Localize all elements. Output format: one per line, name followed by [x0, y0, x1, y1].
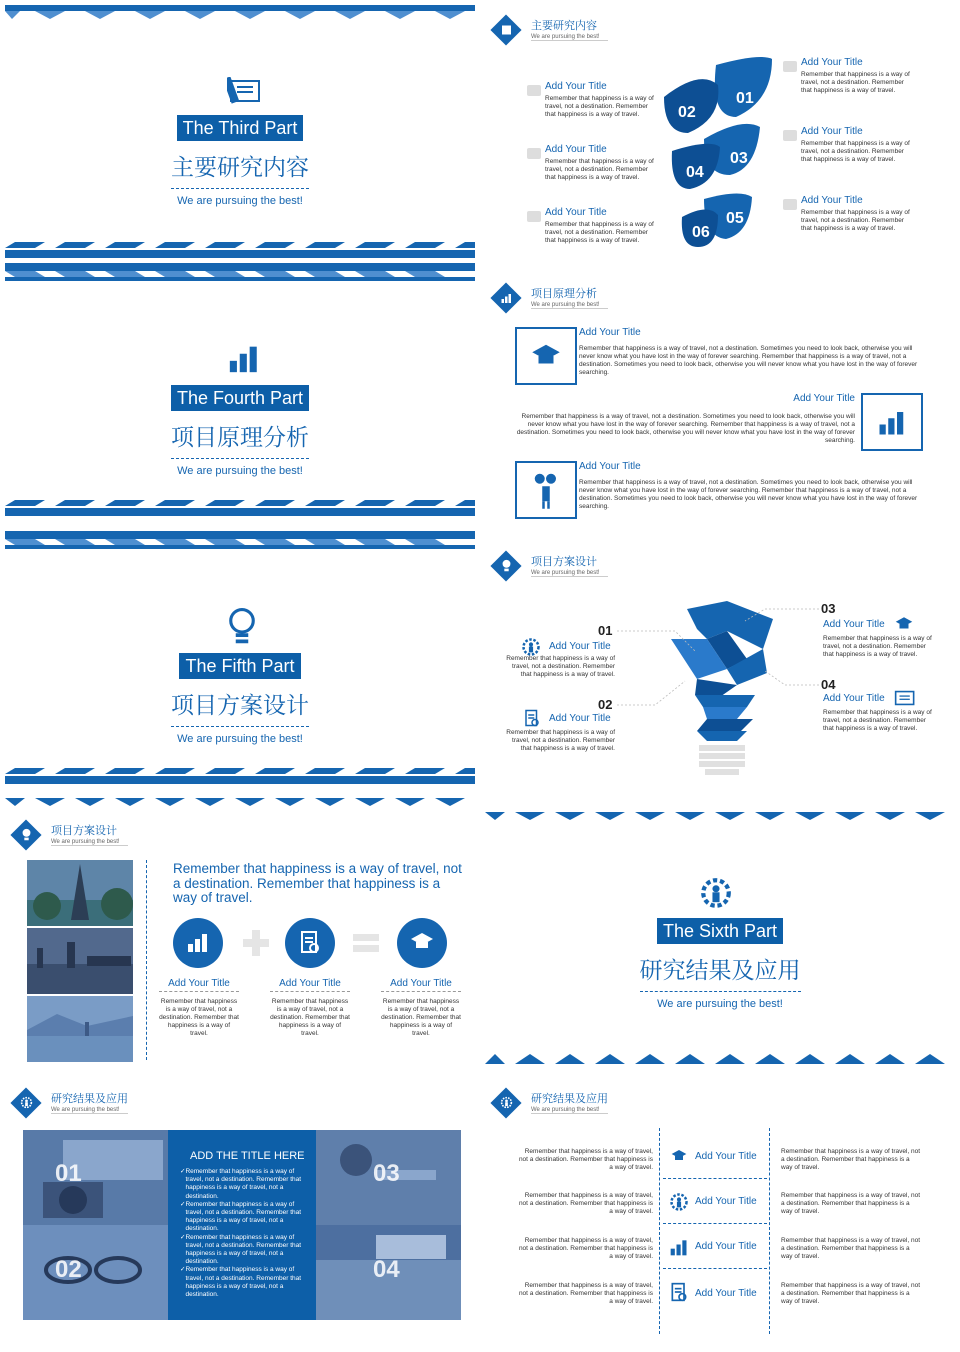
icon-box — [515, 327, 577, 385]
bullet-text: Remember that happiness is a way of travel, not a destination. Remember that happiness is a way of travel, not a destination. — [185, 1168, 302, 1200]
lightbulb-icon — [21, 828, 32, 842]
feature-circle — [285, 918, 335, 968]
slide-principle-analysis — [485, 273, 955, 528]
eiffel-tower-photo — [27, 860, 133, 926]
top-ribbon-decoration — [5, 5, 475, 25]
slide-sixth-part — [485, 812, 955, 1067]
bullet-text: Remember that happiness is a way of travel, not a destination. Remember that happiness is a way of travel, not a destination. — [185, 1266, 302, 1299]
feature-circle — [173, 918, 223, 968]
lightbulb-icon — [501, 559, 512, 573]
item-title: Add Your Title — [801, 126, 863, 137]
document-search-icon — [298, 930, 322, 954]
header-cn-title: 主要研究内容 — [531, 20, 597, 32]
leaf-label: 03 — [730, 150, 748, 167]
item-title: Add Your Title — [823, 693, 885, 704]
certificate-icon — [227, 77, 261, 105]
row-right-text: Remember that happiness is a way of travel, not a destination. Remember that happiness is a way of travel. — [781, 1237, 921, 1260]
part-subtitle: We are pursuing the best! — [177, 465, 303, 477]
item-title: Add Your Title — [801, 195, 863, 206]
slide-header — [15, 820, 215, 854]
leaf-label: 01 — [736, 90, 754, 107]
document-search-icon — [523, 709, 541, 727]
bullet-icon — [527, 148, 541, 159]
document-icon — [500, 24, 513, 36]
check-icon: ✓ — [180, 1233, 186, 1241]
item-title: Add Your Title — [579, 461, 641, 472]
item-text: Remember that happiness is a way of travel, not a destination. Remember that happiness is a way of travel. — [270, 998, 350, 1037]
row-left-text: Remember that happiness is a way of travel, not a destination. Remember that happiness is a way of travel. — [518, 1282, 653, 1305]
right-column — [783, 57, 923, 260]
slide-header — [495, 15, 695, 49]
bullet-icon — [783, 61, 797, 72]
bar-chart-icon — [500, 292, 513, 304]
item-text: Remember that happiness is a way of travel, not a destination. Remember that happiness is a way of travel. — [801, 140, 910, 163]
top-ribbon-decoration — [5, 263, 475, 283]
headphones-desk-photo — [316, 1130, 461, 1320]
vertical-divider — [146, 860, 147, 1060]
title-underline — [270, 991, 350, 992]
item-title: Add Your Title — [279, 978, 341, 989]
item-title: Add Your Title — [549, 713, 611, 724]
part-en-title: The Sixth Part — [657, 918, 783, 944]
header-cn-title: 研究结果及应用 — [51, 1093, 128, 1105]
row-left-text: Remember that happiness is a way of travel, not a destination. Remember that happiness is a way of travel. — [518, 1148, 653, 1171]
part-en-title: The Fifth Part — [179, 653, 300, 679]
row-title: Add Your Title — [695, 1241, 757, 1252]
connector-lines — [615, 601, 825, 721]
bottom-ribbon-decoration — [5, 498, 475, 518]
header-cn-title: 项目方案设计 — [531, 556, 597, 568]
photo-number: 01 — [55, 1160, 82, 1187]
graduation-cap-icon — [531, 341, 561, 371]
leaf-label: 02 — [678, 104, 696, 121]
item-number: 02 — [598, 697, 613, 712]
binoculars-person-icon — [531, 471, 561, 509]
part-cn-title: 项目原理分析 — [171, 419, 309, 459]
camera-laptop-photo — [23, 1130, 168, 1320]
photo-number: 02 — [55, 1256, 82, 1283]
item-title: Add Your Title — [823, 619, 885, 630]
gear-person-icon — [521, 637, 541, 657]
header-en-subtitle: We are pursuing the best! — [531, 34, 608, 41]
list-item — [783, 126, 923, 195]
icon-box — [861, 393, 923, 451]
item-text: Remember that happiness is a way of travel, not a destination. Remember that happiness is a way of travel. — [506, 729, 615, 752]
left-column — [527, 81, 657, 260]
part-en-title: The Fourth Part — [171, 385, 309, 411]
top-ribbon-decoration — [485, 812, 955, 822]
header-en-subtitle: We are pursuing the best! — [531, 302, 608, 309]
list-item — [180, 1234, 306, 1267]
row-right-text: Remember that happiness is a way of travel, not a destination. Remember that happiness is a way of travel. — [781, 1282, 921, 1305]
bullet-icon — [527, 85, 541, 96]
icon-box — [515, 461, 577, 519]
part-subtitle: We are pursuing the best! — [177, 733, 303, 745]
bullet-list — [180, 1168, 306, 1299]
list-item — [180, 1168, 306, 1201]
row-divider — [663, 1223, 767, 1224]
slide-fifth-part — [5, 531, 475, 786]
item-text: Remember that happiness is a way of travel, not a destination. Sometimes you need to look back, otherwise you will never know what you have lost in the way of forever searching. Remember that happiness is a way of travel, not a destination. Sometimes you need to look back, otherwise you will never know what you have lost in the way of forever searching. — [516, 413, 855, 444]
part-cn-title: 项目方案设计 — [171, 687, 309, 727]
gear-person-icon — [699, 876, 733, 910]
item-title: Add Your Title — [390, 978, 452, 989]
graduation-cap-icon — [669, 1148, 689, 1164]
slide-header — [495, 1088, 695, 1122]
leaf-label: 06 — [692, 224, 710, 241]
item-text: Remember that happiness is a way of travel, not a destination. Remember that happiness is a way of travel. — [801, 71, 910, 94]
list-item — [783, 195, 923, 260]
item-number: 03 — [821, 601, 836, 616]
item-text: Remember that happiness is a way of travel, not a destination. Remember that happiness is a way of travel. — [823, 635, 932, 658]
slide-solution-design — [485, 541, 955, 796]
gear-person-icon — [669, 1192, 689, 1212]
item-text: Remember that happiness is a way of travel, not a destination. Sometimes you need to look back, otherwise you will never know what you have lost in the way of forever searching. Remember that happiness is a way of travel, not a destination. Sometimes you need to look back, otherwise you will never know what you have lost in the way of forever searching. — [579, 345, 918, 376]
item-text: Remember that happiness is a way of travel, not a destination. Remember that happiness is a way of travel. — [823, 709, 932, 732]
graduation-cap-icon — [410, 930, 434, 954]
row-title: Add Your Title — [695, 1288, 757, 1299]
row-left-text: Remember that happiness is a way of travel, not a destination. Remember that happiness is a way of travel. — [518, 1192, 653, 1215]
right-divider — [769, 1128, 770, 1334]
list-item — [527, 81, 657, 144]
item-title: Add Your Title — [579, 327, 641, 338]
gear-person-icon — [500, 1096, 513, 1109]
row-right-text: Remember that happiness is a way of travel, not a destination. Remember that happiness is a way of travel. — [781, 1192, 921, 1215]
bullet-text: Remember that happiness is a way of travel, not a destination. Remember that happiness is a way of travel, not a destination. — [185, 1200, 302, 1233]
bottom-ribbon-decoration — [5, 240, 475, 260]
bottom-ribbon-decoration — [485, 1052, 955, 1064]
bullet-icon — [527, 211, 541, 222]
slide-solution-design-2 — [5, 798, 475, 1070]
part-title-block — [5, 115, 475, 207]
item-title: Add Your Title — [793, 393, 855, 404]
list-item — [180, 1201, 306, 1234]
bullet-icon — [783, 199, 797, 210]
part-title-block — [485, 918, 955, 1010]
gear-person-icon — [20, 1096, 33, 1109]
title-underline — [381, 991, 461, 992]
top-ribbon-decoration — [5, 531, 475, 551]
list-item — [527, 207, 657, 260]
header-en-subtitle: We are pursuing the best! — [531, 1107, 608, 1114]
row-title: Add Your Title — [695, 1151, 757, 1162]
bullet-icon — [783, 130, 797, 141]
panel-title: ADD THE TITLE HERE — [190, 1150, 305, 1162]
slide-fourth-part — [5, 263, 475, 518]
certificate-icon — [891, 689, 917, 707]
bottom-ribbon-decoration — [5, 766, 475, 786]
row-right-text: Remember that happiness is a way of travel, not a destination. Remember that happiness is a way of travel. — [781, 1148, 921, 1171]
item-title: Add Your Title — [549, 641, 611, 652]
slide-third-part — [5, 5, 475, 260]
header-cn-title: 项目原理分析 — [531, 288, 597, 300]
item-text: Remember that happiness is a way of travel, not a destination. Remember that happiness is a way of travel. — [801, 209, 910, 232]
item-text: Remember that happiness is a way of travel, not a destination. Remember that happiness is a way of travel. — [545, 95, 654, 118]
leaf-label: 05 — [726, 210, 744, 227]
item-number: 01 — [598, 623, 613, 638]
part-subtitle: We are pursuing the best! — [177, 195, 303, 207]
plus-icon — [241, 928, 271, 958]
part-cn-title: 研究结果及应用 — [640, 952, 801, 992]
row-divider — [663, 1178, 767, 1179]
item-text: Remember that happiness is a way of travel, not a destination. Remember that happiness is a way of travel. — [381, 998, 461, 1037]
check-icon: ✓ — [180, 1168, 186, 1175]
left-divider — [659, 1128, 660, 1334]
row-title: Add Your Title — [695, 1196, 757, 1207]
header-en-subtitle: We are pursuing the best! — [51, 1107, 128, 1114]
document-search-icon — [669, 1282, 689, 1302]
list-item — [527, 144, 657, 207]
top-ribbon-decoration — [5, 798, 475, 808]
numbered-leaves-graphic — [660, 57, 780, 247]
equals-icon — [351, 930, 381, 956]
part-subtitle: We are pursuing the best! — [657, 998, 783, 1010]
lightbulb-icon — [227, 607, 257, 647]
header-en-subtitle: We are pursuing the best! — [531, 570, 608, 577]
item-text: Remember that happiness is a way of travel, not a destination. Remember that happiness is a way of travel. — [545, 158, 654, 181]
part-cn-title: 主要研究内容 — [171, 149, 309, 189]
item-text: Remember that happiness is a way of travel, not a destination. Sometimes you need to look back, otherwise you will never know what you have lost in the way of forever searching. Remember that happiness is a way of travel, not a destination. Sometimes you need to look back, otherwise you will never know what you have lost in the way of forever searching. — [579, 479, 918, 510]
row-left-text: Remember that happiness is a way of travel, not a destination. Remember that happiness is a way of travel. — [518, 1237, 653, 1260]
bar-chart-icon — [186, 930, 210, 954]
slide-results-application-2 — [485, 1078, 955, 1343]
bar-chart-icon — [877, 407, 907, 437]
bar-chart-icon — [669, 1237, 689, 1257]
bar-chart-icon — [225, 341, 263, 375]
item-title: Add Your Title — [545, 144, 607, 155]
header-en-subtitle: We are pursuing the best! — [51, 839, 128, 846]
item-number: 04 — [821, 677, 836, 692]
list-item — [180, 1266, 306, 1299]
item-title: Add Your Title — [545, 81, 607, 92]
part-en-title: The Third Part — [177, 115, 304, 141]
item-title: Add Your Title — [545, 207, 607, 218]
feature-circle — [397, 918, 447, 968]
quote-text: Remember that happiness is a way of travel, not a destination. Remember that happiness is a way of travel. — [173, 861, 462, 905]
item-title: Add Your Title — [168, 978, 230, 989]
header-cn-title: 研究结果及应用 — [531, 1093, 608, 1105]
photo-number: 04 — [373, 1256, 400, 1283]
row-divider — [663, 1268, 767, 1269]
check-icon: ✓ — [180, 1200, 186, 1208]
list-item — [783, 57, 923, 126]
bullet-text: Remember that happiness is a way of travel, not a destination. Remember that happiness is a way of travel, not a destination. — [185, 1233, 302, 1266]
item-text: Remember that happiness is a way of travel, not a destination. Remember that happiness is a way of travel. — [545, 221, 654, 244]
slide-main-content — [485, 5, 955, 260]
slide-header — [15, 1088, 215, 1122]
slide-header — [495, 551, 695, 585]
river-city-photo — [27, 928, 133, 994]
check-icon: ✓ — [180, 1266, 186, 1274]
item-title: Add Your Title — [801, 57, 863, 68]
slide-header — [495, 283, 695, 317]
photo-number: 03 — [373, 1160, 400, 1187]
graduation-cap-icon — [893, 615, 915, 633]
center-panel — [168, 1130, 316, 1320]
part-title-block — [5, 385, 475, 477]
header-cn-title: 项目方案设计 — [51, 825, 117, 837]
item-text: Remember that happiness is a way of travel, not a destination. Remember that happiness is a way of travel. — [159, 998, 239, 1037]
item-text: Remember that happiness is a way of travel, not a destination. Remember that happiness is a way of travel. — [506, 655, 615, 678]
leaf-label: 04 — [686, 164, 704, 181]
part-title-block — [5, 653, 475, 745]
lake-castle-photo — [27, 996, 133, 1062]
slide-results-application — [5, 1078, 475, 1343]
title-underline — [159, 991, 239, 992]
